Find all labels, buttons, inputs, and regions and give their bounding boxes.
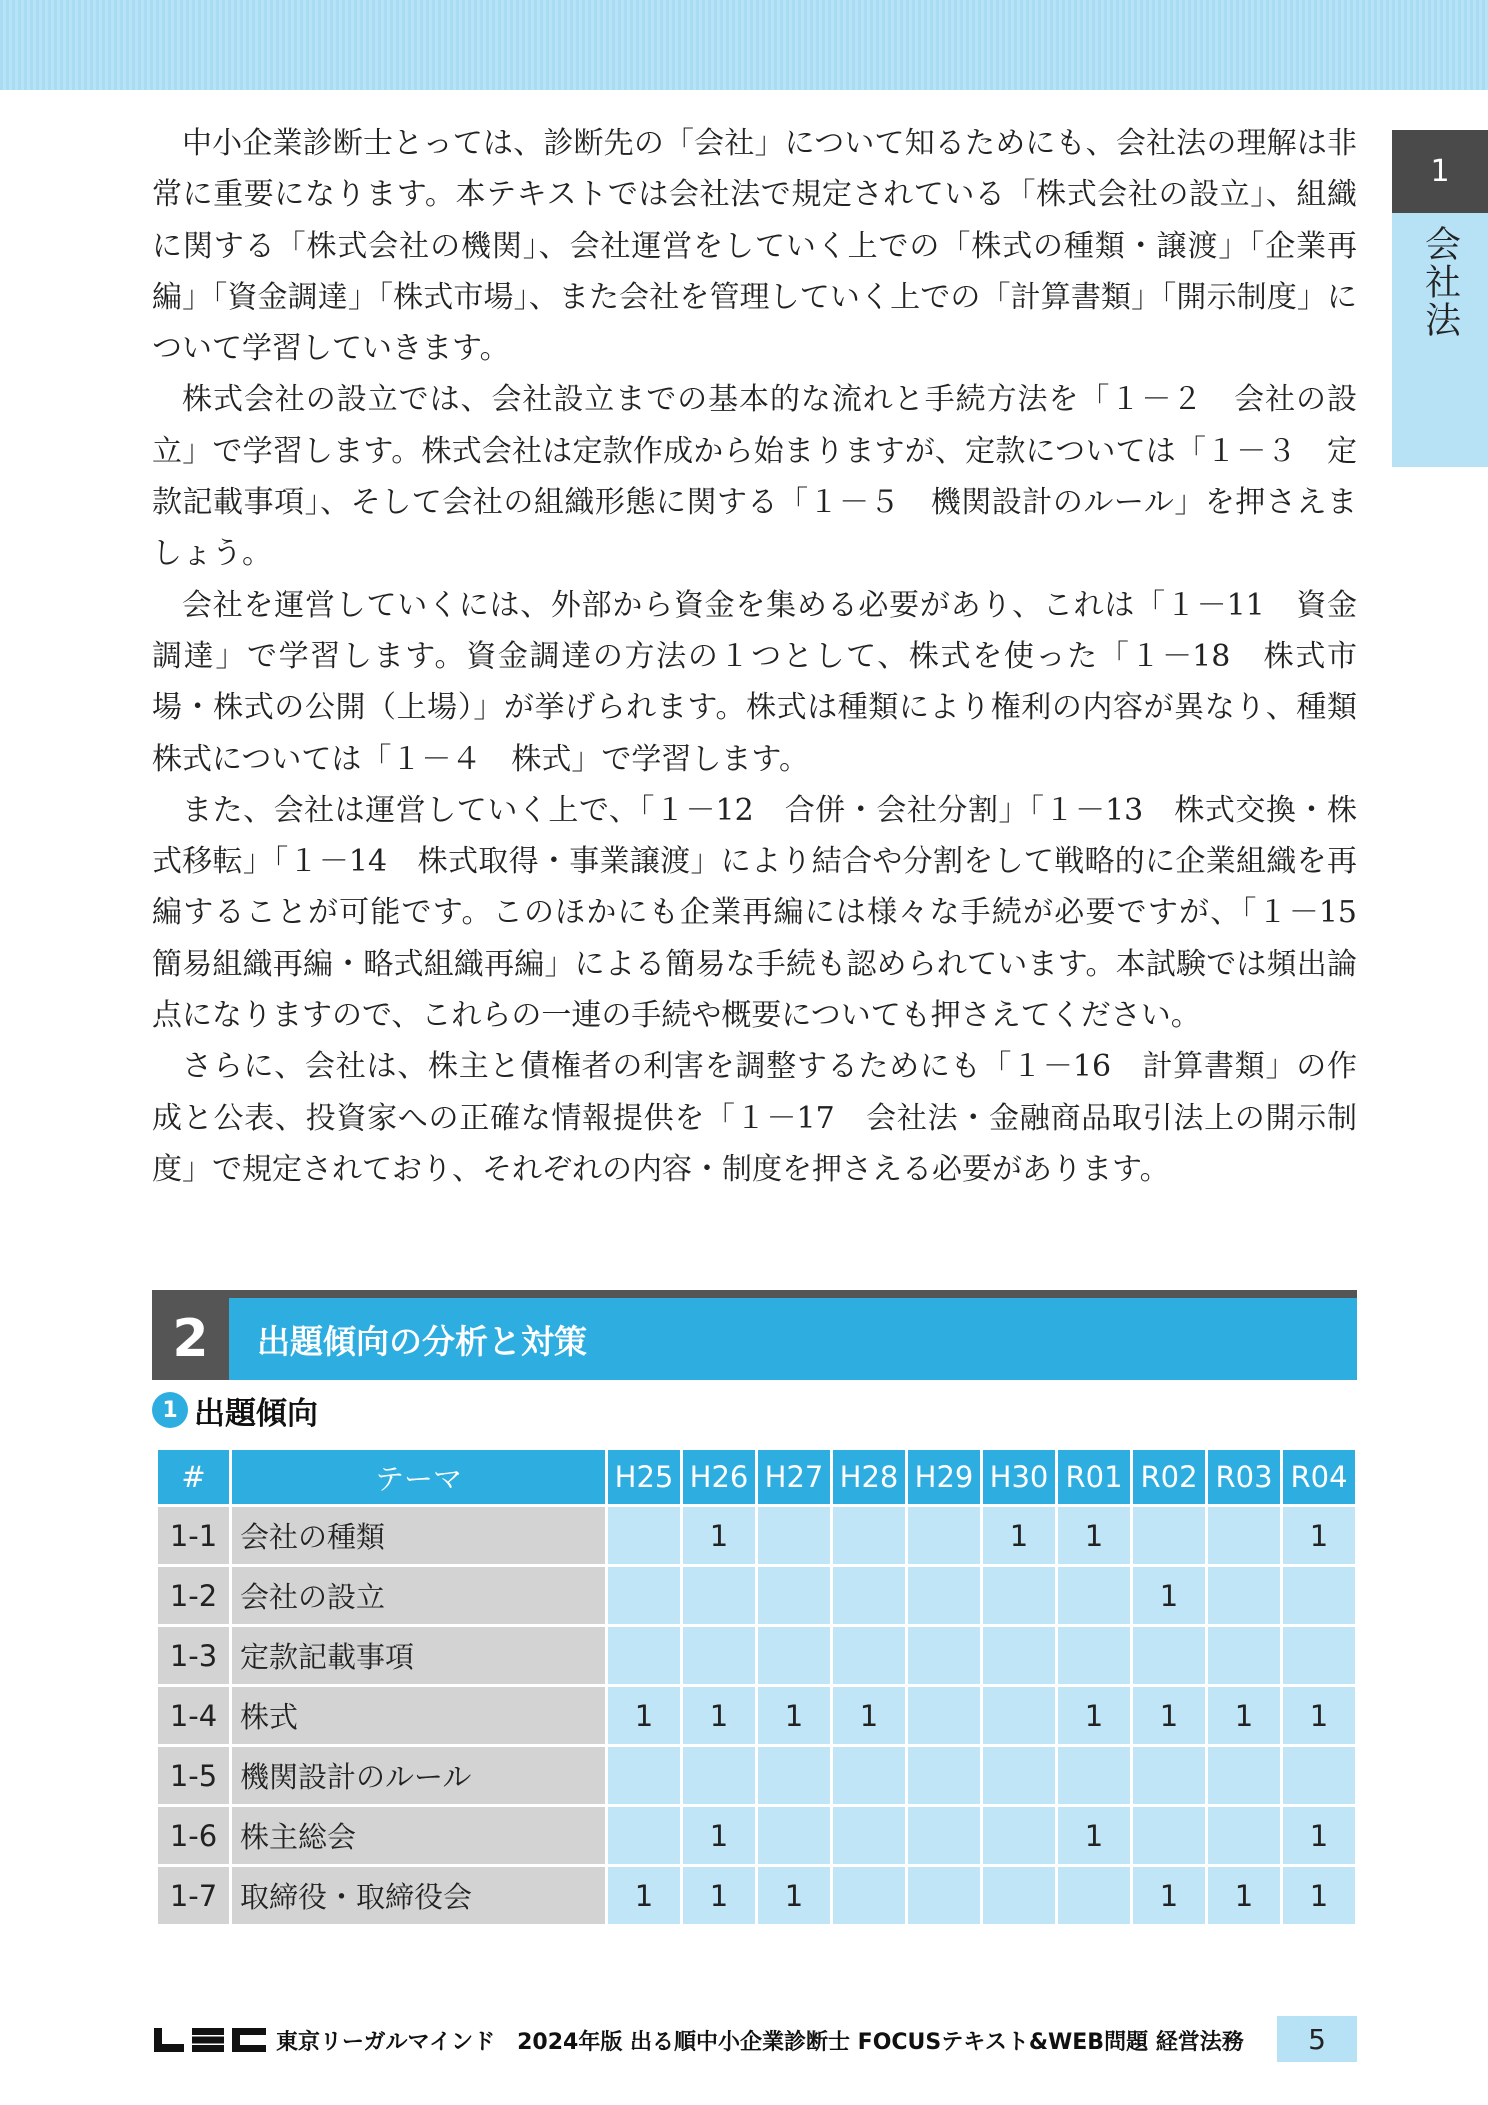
year-count-cell: [1283, 1627, 1355, 1684]
page-footer: [152, 2022, 1357, 2058]
year-count-cell: [833, 1867, 905, 1924]
page-number: 5: [1277, 2016, 1357, 2062]
column-header: R03: [1208, 1450, 1280, 1504]
year-count-cell: 1: [683, 1867, 755, 1924]
year-count-cell: 1: [1133, 1867, 1205, 1924]
year-count-cell: [908, 1807, 980, 1864]
year-count-cell: [683, 1567, 755, 1624]
year-count-cell: [1058, 1747, 1130, 1804]
year-count-cell: 1: [608, 1867, 680, 1924]
year-count-cell: 1: [833, 1687, 905, 1744]
year-count-cell: 1: [683, 1507, 755, 1564]
year-count-cell: 1: [1133, 1687, 1205, 1744]
topic-number-cell: 1-4: [158, 1687, 229, 1744]
footer-company-name: 東京リーガルマインド: [276, 2029, 496, 2055]
year-count-cell: 1: [1058, 1807, 1130, 1864]
paragraph: 中小企業診断士とっては、診断先の「会社」について知るためにも、会社法の理解は非常に重要になります。本テキストでは会社法で規定されている「株式会社の設立」、組織に関する「株式会社の機関」、会社運営をしていく上での「株式の種類・譲渡」「企業再編」「資金調達」「株式市場」、また会社を管理していく上での「計算書類」「開示制度」について学習していきます。: [152, 126, 1357, 367]
year-count-cell: [908, 1867, 980, 1924]
year-count-cell: 1: [758, 1687, 830, 1744]
year-count-cell: 1: [1208, 1867, 1280, 1924]
year-count-cell: [683, 1627, 755, 1684]
table-row: [158, 1627, 1355, 1684]
year-count-cell: 1: [1133, 1567, 1205, 1624]
year-count-cell: [908, 1747, 980, 1804]
table-row: [158, 1807, 1355, 1864]
footer-book-title: 2024年版 出る順中小企業診断士 FOCUSテキスト&WEB問題 経営法務: [517, 2029, 1244, 2055]
paragraph: さらに、会社は、株主と債権者の利害を調整するためにも「１－16 計算書類」の作成と公表、投資家への正確な情報提供を「１－17 会社法・金融商品取引法上の開示制度」で規定されており、それぞれの内容・制度を押さえる必要があります。: [152, 1049, 1357, 1187]
year-count-cell: [758, 1507, 830, 1564]
subsection-number-badge: 1: [152, 1392, 188, 1428]
subsection-title: 出題傾向: [194, 1395, 318, 1432]
table-row: [158, 1567, 1355, 1624]
column-header: #: [158, 1450, 229, 1504]
year-count-cell: [908, 1567, 980, 1624]
year-count-cell: [983, 1747, 1055, 1804]
chapter-number: 1: [1392, 130, 1488, 213]
year-count-cell: [758, 1807, 830, 1864]
year-count-cell: [983, 1567, 1055, 1624]
exam-trend-table: [155, 1447, 1358, 1927]
year-count-cell: [1133, 1627, 1205, 1684]
topic-theme-cell: 株式: [232, 1687, 605, 1744]
year-count-cell: [1058, 1867, 1130, 1924]
year-count-cell: [1208, 1807, 1280, 1864]
paragraph: 株式会社の設立では、会社設立までの基本的な流れと手続方法を「１－２ 会社の設立」で学習します。株式会社は定款作成から始まりますが、定款については「１－３ 定款記載事項」、そして会社の組織形態に関する「１－５ 機関設計のルール」を押さえましょう。: [152, 382, 1357, 572]
year-count-cell: [758, 1567, 830, 1624]
topic-theme-cell: 会社の種類: [232, 1507, 605, 1564]
top-decorative-band: [0, 0, 1488, 90]
year-count-cell: 1: [1058, 1687, 1130, 1744]
topic-number-cell: 1-7: [158, 1867, 229, 1924]
column-header: R01: [1058, 1450, 1130, 1504]
year-count-cell: [833, 1507, 905, 1564]
chapter-title: 会社法: [1419, 225, 1461, 339]
year-count-cell: [758, 1747, 830, 1804]
year-count-cell: 1: [983, 1507, 1055, 1564]
year-count-cell: 1: [758, 1867, 830, 1924]
topic-theme-cell: 株主総会: [232, 1807, 605, 1864]
topic-number-cell: 1-3: [158, 1627, 229, 1684]
column-header: H26: [683, 1450, 755, 1504]
year-count-cell: [983, 1687, 1055, 1744]
year-count-cell: [608, 1507, 680, 1564]
year-count-cell: [758, 1627, 830, 1684]
column-header: H28: [833, 1450, 905, 1504]
column-header: H30: [983, 1450, 1055, 1504]
topic-number-cell: 1-6: [158, 1807, 229, 1864]
lec-logo: [152, 2025, 270, 2055]
topic-theme-cell: 定款記載事項: [232, 1627, 605, 1684]
year-count-cell: [1133, 1807, 1205, 1864]
year-count-cell: 1: [1058, 1507, 1130, 1564]
year-count-cell: [908, 1627, 980, 1684]
year-count-cell: [1058, 1567, 1130, 1624]
year-count-cell: [608, 1567, 680, 1624]
year-count-cell: [1208, 1507, 1280, 1564]
year-count-cell: 1: [1208, 1687, 1280, 1744]
year-count-cell: [608, 1747, 680, 1804]
year-count-cell: [983, 1627, 1055, 1684]
year-count-cell: [1058, 1627, 1130, 1684]
paragraph: 会社を運営していくには、外部から資金を集める必要があり、これは「１－11 資金調達」で学習します。資金調達の方法の１つとして、株式を使った「１－18 株式市場・株式の公開（上場）」が挙げられます。株式は種類により権利の内容が異なり、種類株式については「１－４ 株式」で学習します。: [152, 587, 1357, 777]
year-count-cell: [608, 1627, 680, 1684]
table-row: [158, 1747, 1355, 1804]
column-header: H25: [608, 1450, 680, 1504]
year-count-cell: 1: [683, 1687, 755, 1744]
intro-body-text: [152, 118, 1387, 1195]
paragraph: また、会社は運営していく上で、「１－12 合併・会社分割」「１－13 株式交換・株式移転」「１－14 株式取得・事業譲渡」により結合や分割をして戦略的に企業組織を再編することが可能です。このほかにも企業再編には様々な手続が必要ですが、「１－15 簡易組織再編・略式組織再編」による簡易な手続も認められています。本試験では頻出論点になりますので、これらの一連の手続や概要についても押さえてください。: [152, 792, 1387, 1034]
topic-number-cell: 1-2: [158, 1567, 229, 1624]
year-count-cell: [1208, 1747, 1280, 1804]
year-count-cell: [908, 1507, 980, 1564]
column-header: R04: [1283, 1450, 1355, 1504]
topic-theme-cell: 機関設計のルール: [232, 1747, 605, 1804]
chapter-side-tab[interactable]: [1392, 130, 1488, 467]
year-count-cell: [1208, 1567, 1280, 1624]
year-count-cell: 1: [1283, 1807, 1355, 1864]
column-header: H29: [908, 1450, 980, 1504]
section-title: 出題傾向の分析と対策: [257, 1321, 587, 1361]
year-count-cell: [1133, 1507, 1205, 1564]
table-row: [158, 1507, 1355, 1564]
column-header: H27: [758, 1450, 830, 1504]
year-count-cell: [833, 1627, 905, 1684]
year-count-cell: [1283, 1747, 1355, 1804]
column-header: R02: [1133, 1450, 1205, 1504]
table-header-row: [158, 1450, 1355, 1504]
year-count-cell: [983, 1867, 1055, 1924]
year-count-cell: [683, 1747, 755, 1804]
topic-theme-cell: 取締役・取締役会: [232, 1867, 605, 1924]
year-count-cell: 1: [1283, 1507, 1355, 1564]
year-count-cell: [983, 1807, 1055, 1864]
table-row: [158, 1867, 1355, 1924]
year-count-cell: [833, 1747, 905, 1804]
section-number: 2: [152, 1298, 229, 1380]
year-count-cell: 1: [1283, 1867, 1355, 1924]
year-count-cell: 1: [683, 1807, 755, 1864]
year-count-cell: [1208, 1627, 1280, 1684]
year-count-cell: 1: [1283, 1687, 1355, 1744]
table-row: [158, 1687, 1355, 1744]
topic-number-cell: 1-1: [158, 1507, 229, 1564]
subsection-heading: [152, 1388, 318, 1432]
column-header: テーマ: [232, 1450, 605, 1504]
year-count-cell: [608, 1807, 680, 1864]
year-count-cell: [833, 1807, 905, 1864]
topic-number-cell: 1-5: [158, 1747, 229, 1804]
topic-theme-cell: 会社の設立: [232, 1567, 605, 1624]
year-count-cell: 1: [608, 1687, 680, 1744]
year-count-cell: [1283, 1567, 1355, 1624]
year-count-cell: [1133, 1747, 1205, 1804]
year-count-cell: [833, 1567, 905, 1624]
year-count-cell: [908, 1687, 980, 1744]
section-header: [152, 1290, 1357, 1380]
